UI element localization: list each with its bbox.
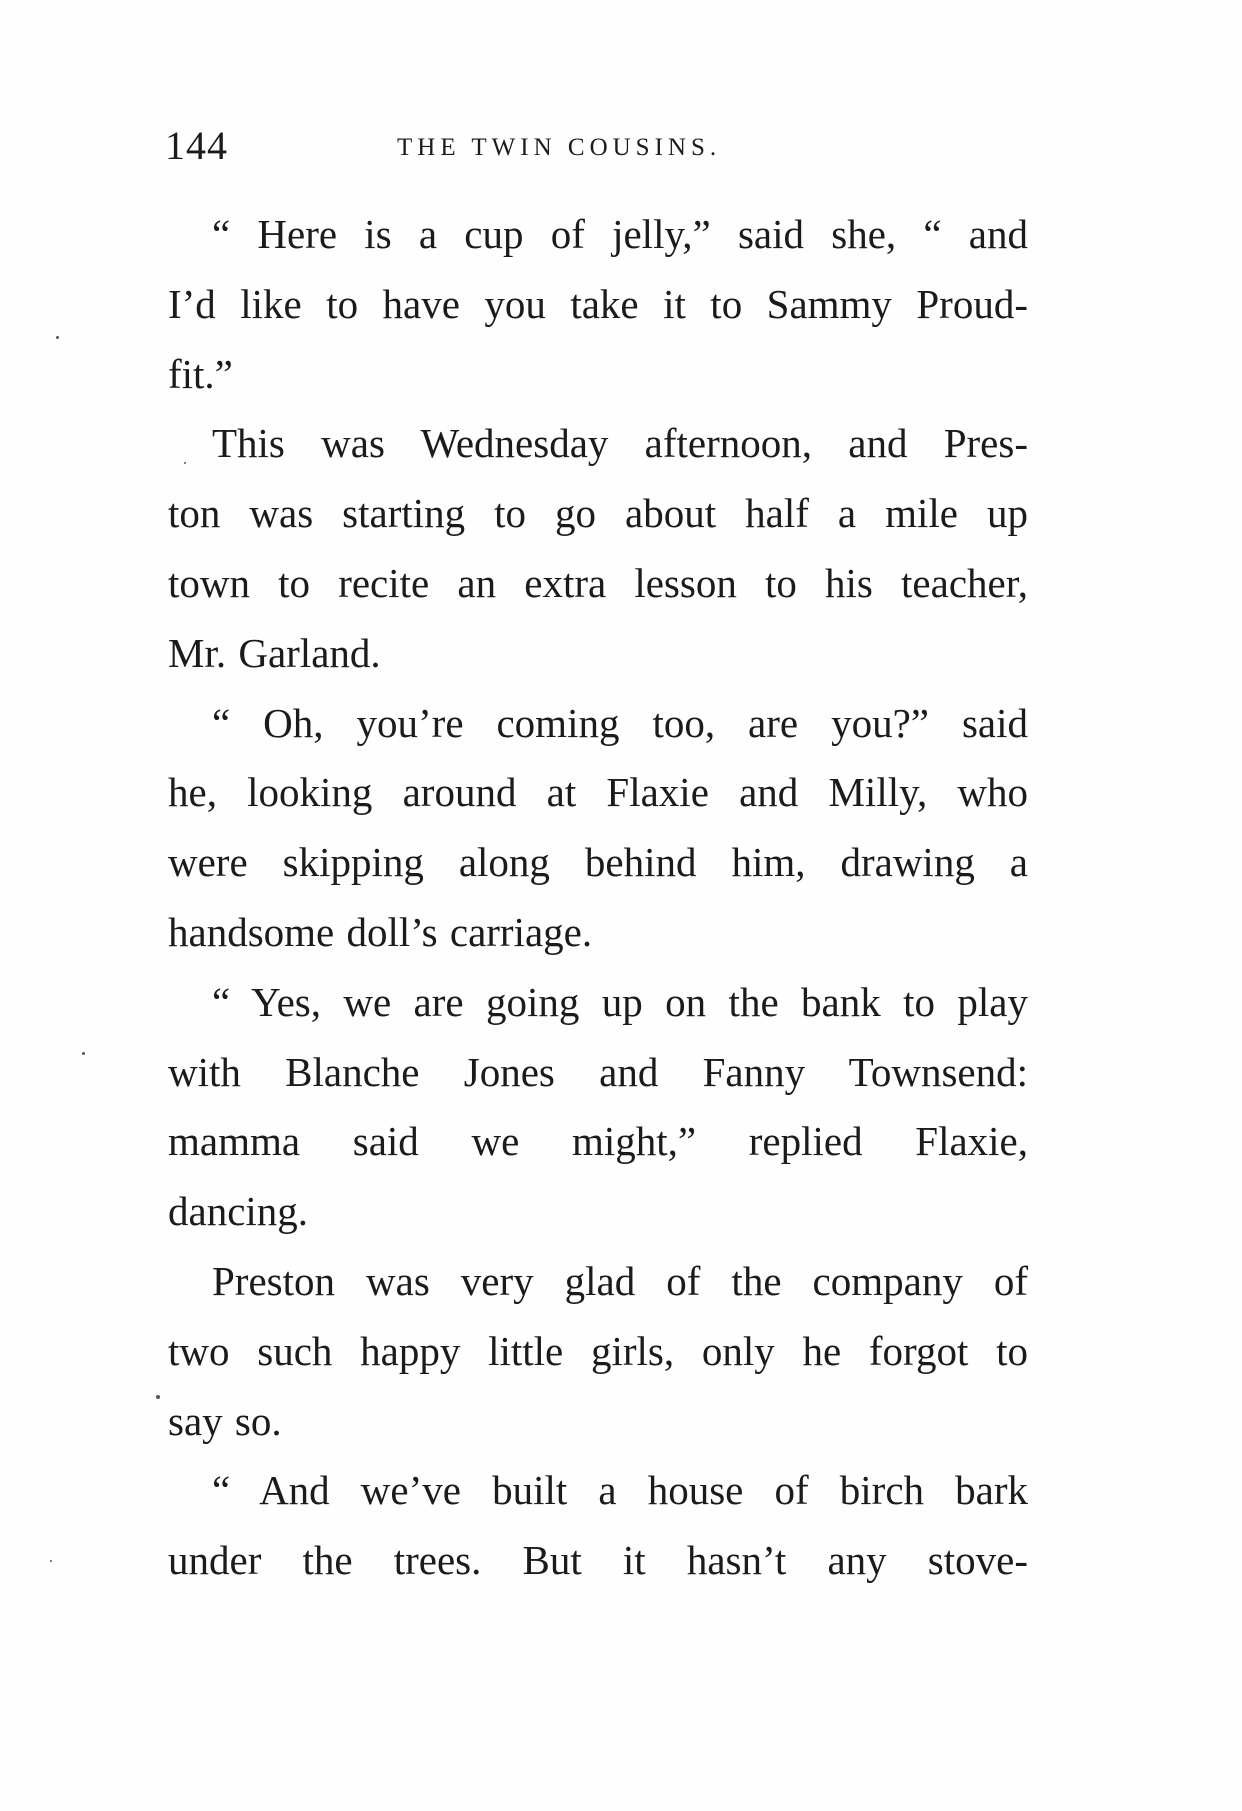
text-line: say so. [168,1397,282,1444]
paper-speck [50,1560,52,1562]
text-line: “ And we’ve built a house of birch bark [212,1467,1028,1514]
text-line: Mr. Garland. [168,629,381,676]
text-line: I’d like to have you take it to Sammy Proud- [168,280,1028,327]
paper-speck [184,462,186,464]
text-line: “ Oh, you’re coming too, are you?” said [212,699,1028,746]
text-line: under the trees. But it hasn’t any stove- [168,1537,1028,1584]
page-number: 144 [165,123,228,168]
text-line: This was Wednesday afternoon, and Pres- [212,420,1028,467]
text-line: ton was starting to go about half a mile up [168,490,1028,537]
paper-speck [156,1395,160,1399]
text-line: fit.” [168,350,233,397]
page-header [165,122,1035,172]
text-line: handsome doll’s carriage. [168,908,593,955]
text-line: town to recite an extra lesson to his teacher, [168,559,1028,606]
text-line: “ Here is a cup of jelly,” said she, “ and [212,211,1028,257]
text-line: “ Yes, we are going up on the bank to play [212,978,1028,1025]
running-title: THE TWIN COUSINS. [397,134,722,161]
text-line: Preston was very glad of the company of [212,1257,1028,1304]
text-line: two such happy little girls, only he forgot to [168,1327,1028,1374]
text-line: dancing. [168,1188,309,1235]
text-line: mamma said we might,” replied Flaxie, [168,1118,1028,1165]
body-text [168,200,1028,1596]
paper-speck [56,336,59,339]
text-line: with Blanche Jones and Fanny Townsend: [168,1048,1028,1095]
text-line: were skipping along behind him, drawing a [168,839,1028,886]
paper-speck [82,1052,85,1055]
text-line: he, looking around at Flaxie and Milly, who [168,769,1028,816]
